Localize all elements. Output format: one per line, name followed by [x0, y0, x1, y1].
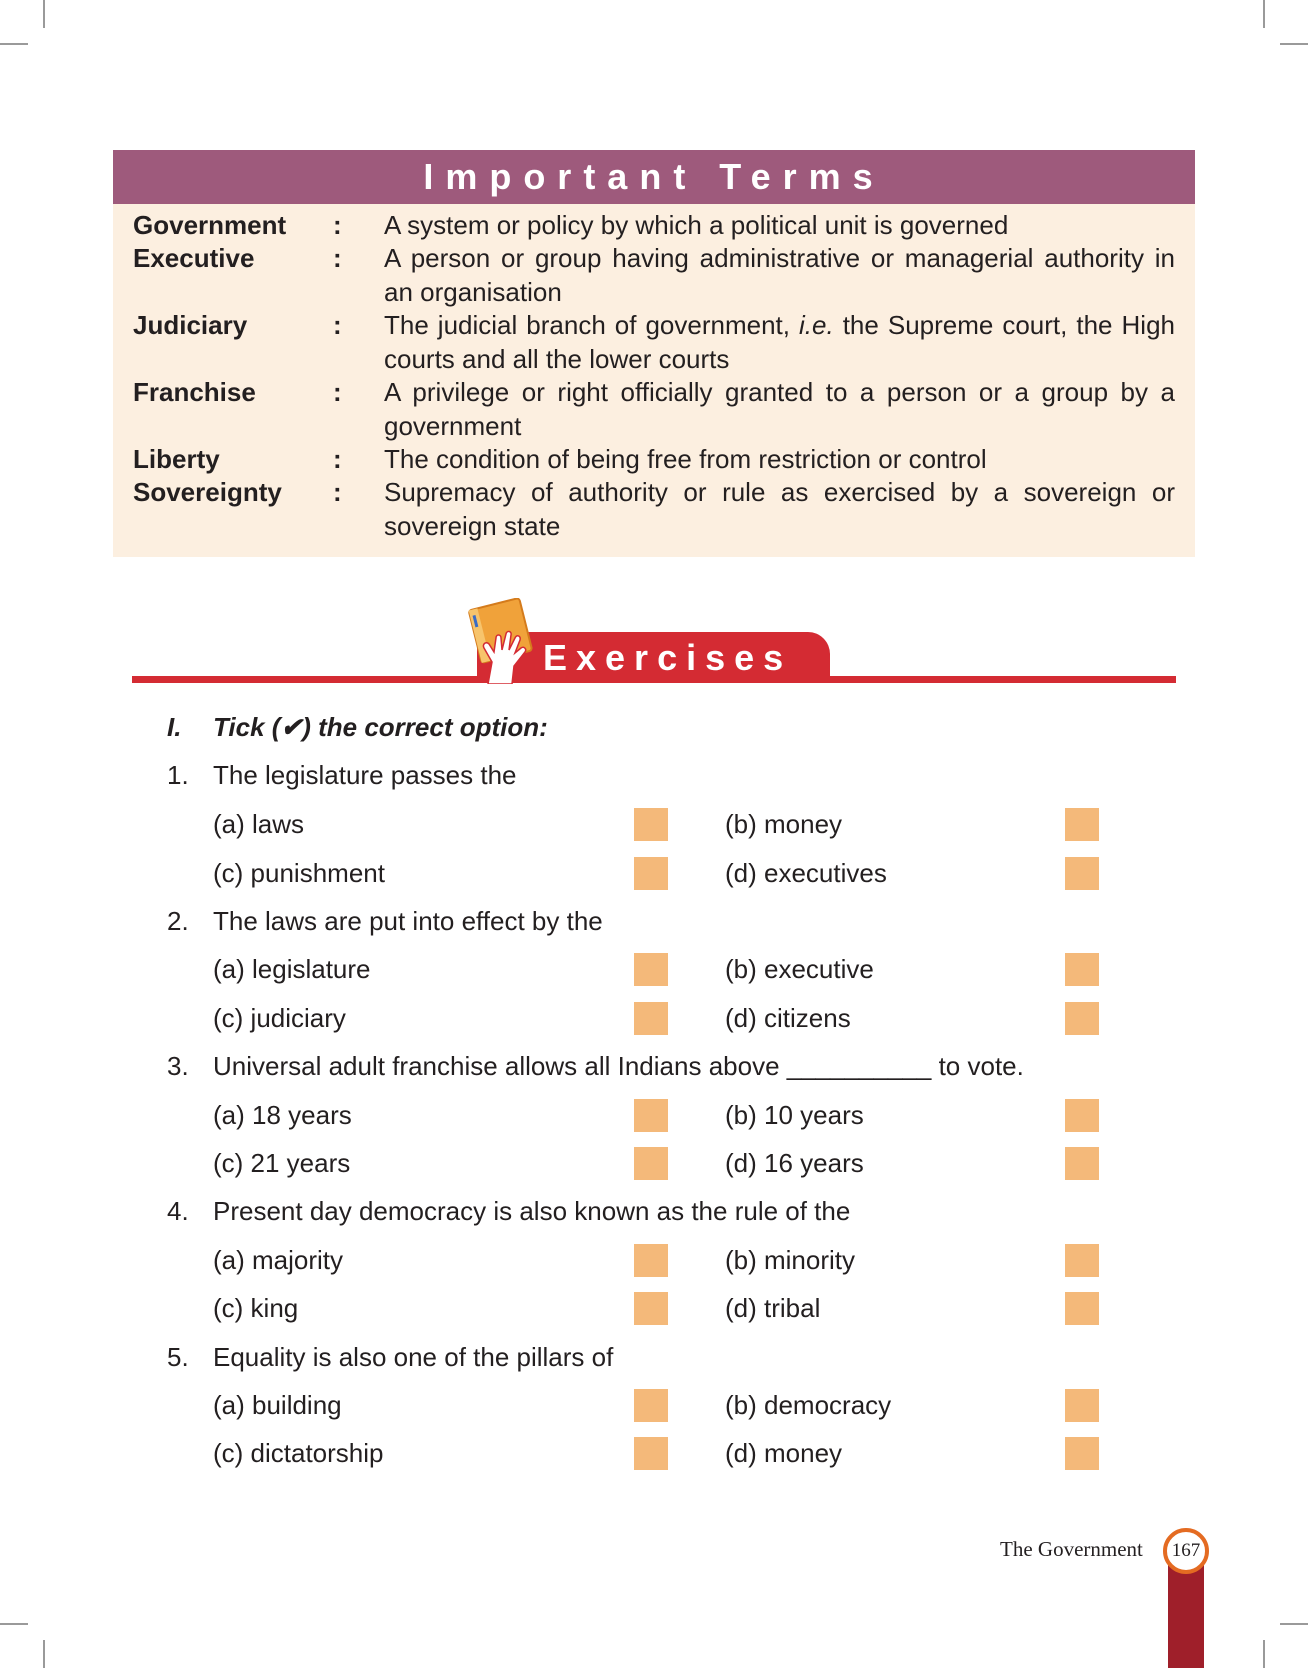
page-number: 167 [1171, 1540, 1201, 1561]
option-label: (b) minority [725, 1245, 856, 1275]
tick-box[interactable] [1065, 1244, 1099, 1277]
option-label: (c) dictatorship [213, 1438, 384, 1468]
crop-mark-bottom-left-h [0, 1623, 28, 1625]
tick-box[interactable] [634, 953, 668, 986]
tick-box[interactable] [1065, 1437, 1099, 1470]
term-liberty: Liberty [133, 444, 220, 474]
tick-box[interactable] [1065, 857, 1099, 890]
instruction-text: Tick (✔) the correct option: [213, 712, 548, 742]
option-label: (a) laws [213, 809, 305, 839]
question-number: 1. [167, 760, 189, 790]
tick-box[interactable] [634, 1147, 668, 1180]
tick-box[interactable] [1065, 953, 1099, 986]
option-label: (c) judiciary [213, 1003, 346, 1033]
term-colon: : [333, 477, 342, 507]
question-number: 2. [167, 906, 189, 936]
definition-sovereignty: Supremacy of authority or rule as exercised by a sovereign or sovereign state [384, 477, 1175, 541]
question-text: The laws are put into effect by the [213, 906, 603, 936]
crop-mark-top-left-v [43, 0, 45, 28]
tick-box[interactable] [634, 1099, 668, 1132]
section-number: I. [167, 712, 182, 742]
important-terms-box [113, 150, 1195, 557]
option-label: (a) majority [213, 1245, 344, 1275]
tick-box[interactable] [634, 808, 668, 841]
tick-box[interactable] [634, 1244, 668, 1277]
tick-box[interactable] [1065, 1389, 1099, 1422]
crop-mark-top-right-v [1263, 0, 1265, 28]
crop-mark-top-right-h [1280, 43, 1308, 45]
term-colon: : [333, 210, 342, 240]
term-colon: : [333, 243, 342, 273]
term-colon: : [333, 310, 342, 340]
definition-liberty: The condition of being free from restriction or control [384, 444, 987, 474]
term-sovereignty: Sovereignty [133, 477, 282, 507]
definition-franchise: A privilege or right officially granted to a person or a group by a government [384, 377, 1175, 441]
option-label: (d) money [725, 1438, 843, 1468]
question-number: 3. [167, 1051, 189, 1081]
question-1 [167, 758, 517, 792]
question-4 [167, 1194, 850, 1228]
question-text: Present day democracy is also known as the rule of the [213, 1196, 851, 1226]
tick-box[interactable] [634, 1292, 668, 1325]
option-label: (c) punishment [213, 858, 385, 888]
tick-box[interactable] [1065, 1292, 1099, 1325]
option-label: (d) citizens [725, 1003, 851, 1033]
term-colon: : [333, 444, 342, 474]
important-terms-header [113, 150, 1195, 204]
question-text: Equality is also one of the pillars of [213, 1342, 614, 1372]
term-executive: Executive [133, 243, 255, 273]
crop-mark-bottom-right-v [1263, 1640, 1265, 1668]
option-label: (c) king [213, 1293, 299, 1323]
definition-judiciary-italic: i.e. [799, 310, 834, 340]
book-hand-icon [466, 598, 546, 684]
definition-executive: A person or group having administrative or managerial authority in an organisation [384, 243, 1175, 307]
tick-box[interactable] [634, 857, 668, 890]
option-label: (d) tribal [725, 1293, 821, 1323]
option-label: (a) legislature [213, 954, 371, 984]
crop-mark-bottom-right-h [1280, 1623, 1308, 1625]
exercises-title: Exercises [543, 637, 793, 678]
option-label: (d) 16 years [725, 1148, 864, 1178]
tick-box[interactable] [1065, 1099, 1099, 1132]
question-text: The legislature passes the [213, 760, 517, 790]
option-label: (b) executive [725, 954, 874, 984]
tick-box[interactable] [1065, 808, 1099, 841]
term-franchise: Franchise [133, 377, 256, 407]
term-colon: : [333, 377, 342, 407]
crop-mark-top-left-h [0, 43, 28, 45]
question-3 [167, 1049, 1024, 1083]
crop-mark-bottom-left-v [43, 1640, 45, 1668]
chapter-title: The Government [1000, 1537, 1143, 1561]
question-number: 5. [167, 1342, 189, 1372]
tick-box[interactable] [1065, 1147, 1099, 1180]
definition-judiciary-part-2: the Supreme court, the High courts and all the lower courts [384, 310, 1175, 374]
tick-box[interactable] [634, 1389, 668, 1422]
option-label: (d) executives [725, 858, 887, 888]
tick-box[interactable] [634, 1002, 668, 1035]
option-label: (b) 10 years [725, 1100, 864, 1130]
definition-government: A system or policy by which a political unit is governed [384, 210, 1009, 240]
question-5 [167, 1340, 613, 1374]
exercise-instruction [167, 709, 548, 745]
question-text: Universal adult franchise allows all Indians above __________ to vote. [213, 1051, 1024, 1081]
important-terms-title: Important Terms [423, 156, 885, 197]
definition-judiciary-part-1: The judicial branch of government, [384, 310, 800, 340]
definition-judiciary [384, 308, 1175, 376]
option-label: (a) 18 years [213, 1100, 352, 1130]
option-label: (c) 21 years [213, 1148, 351, 1178]
question-number: 4. [167, 1196, 189, 1226]
option-label: (b) money [725, 809, 843, 839]
term-judiciary: Judiciary [133, 310, 248, 340]
tick-box[interactable] [634, 1437, 668, 1470]
tick-box[interactable] [1065, 1002, 1099, 1035]
question-2 [167, 904, 603, 938]
option-label: (b) democracy [725, 1390, 892, 1420]
option-label: (a) building [213, 1390, 342, 1420]
term-government: Government [133, 210, 287, 240]
